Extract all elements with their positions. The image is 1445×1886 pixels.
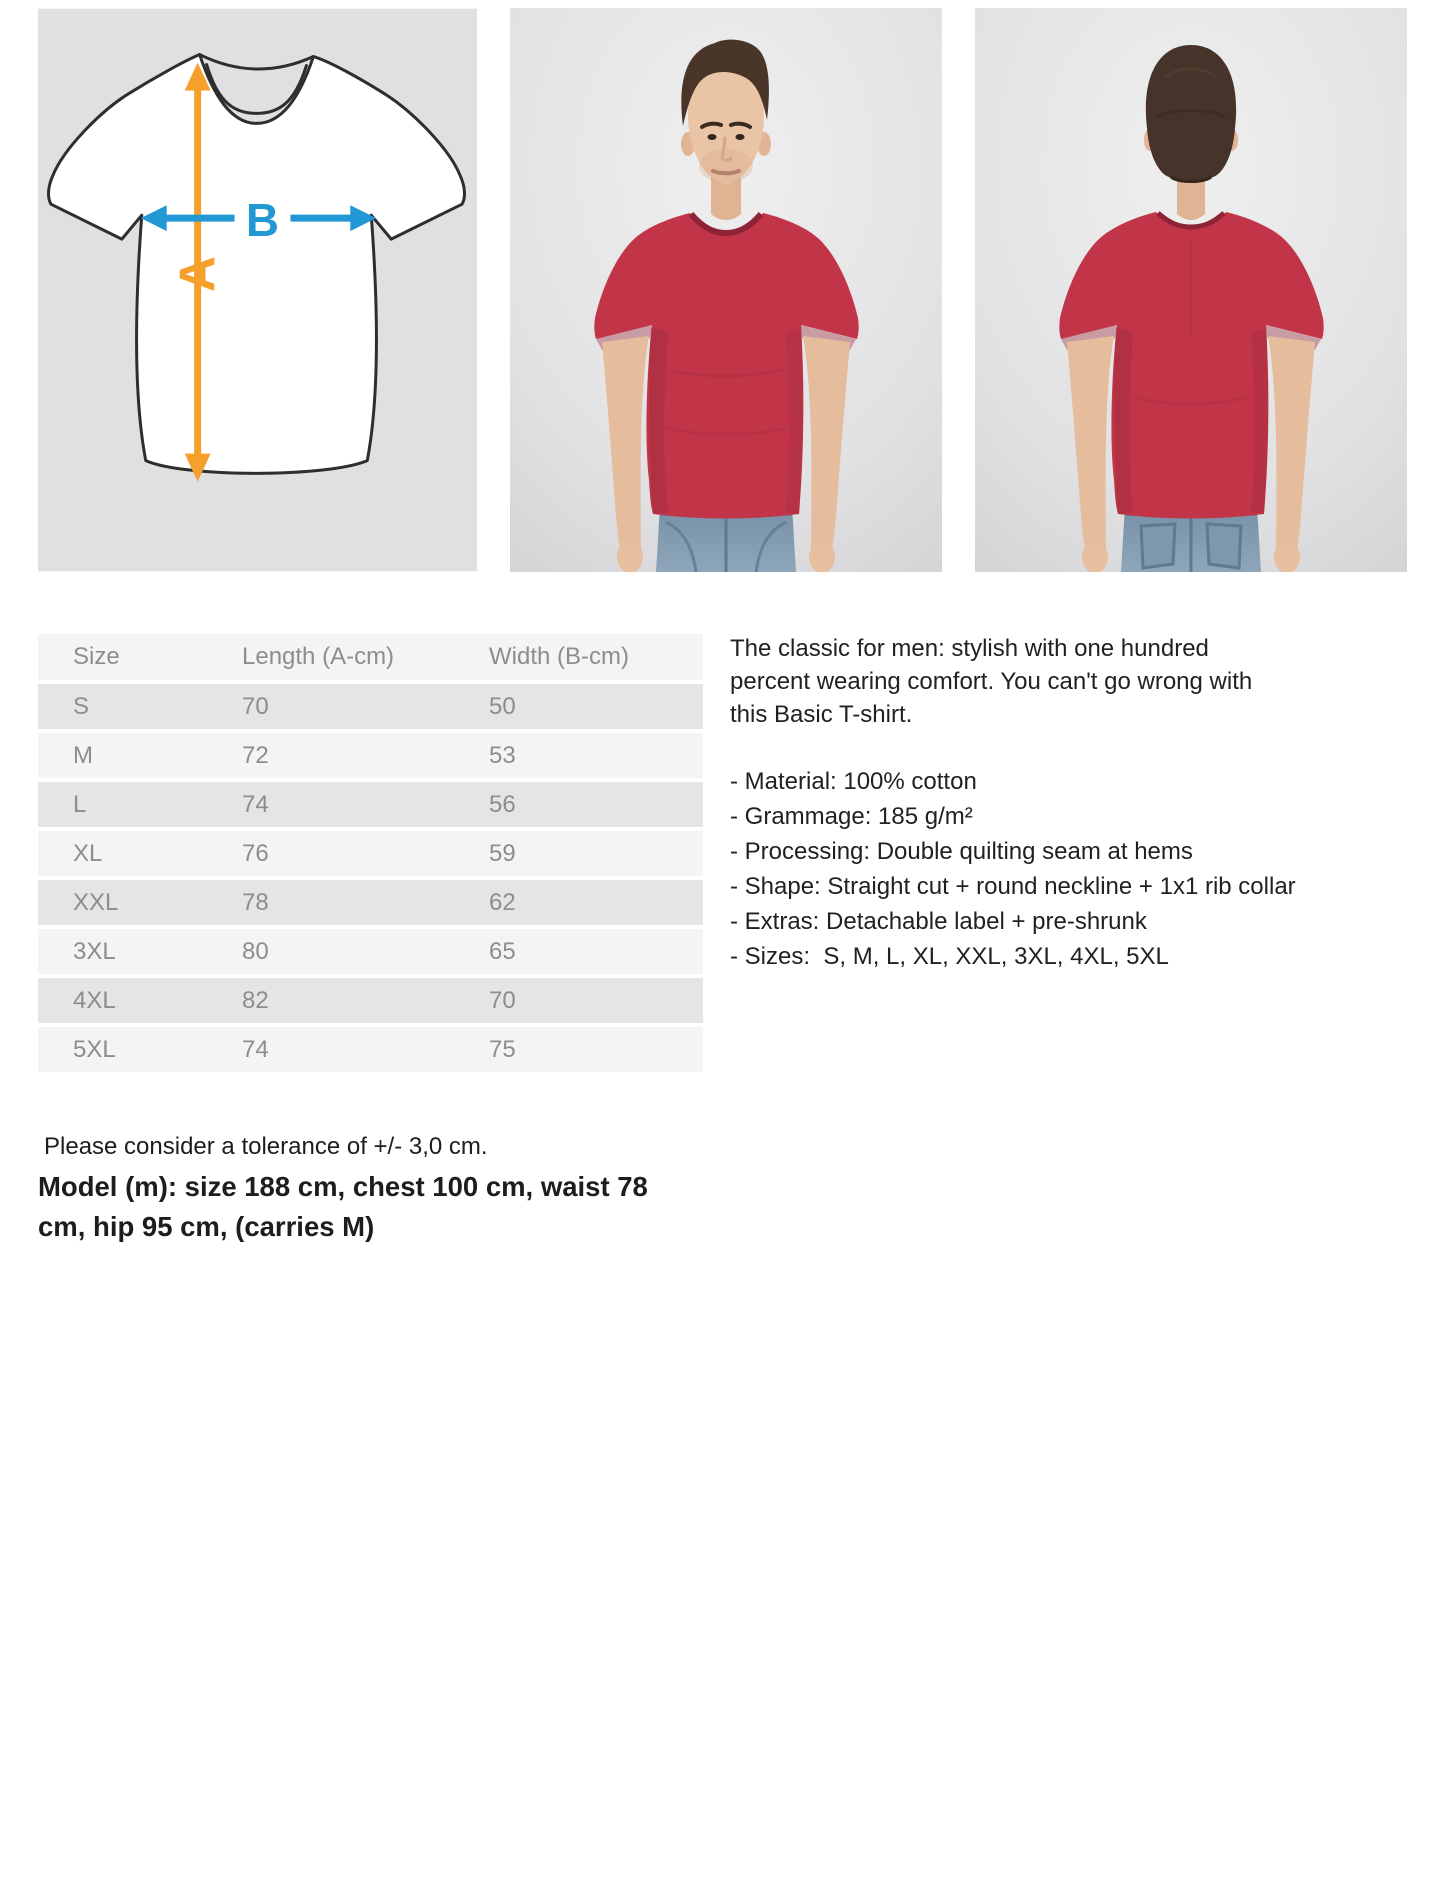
intro-line: The classic for men: stylish with one hundred [730,635,1209,662]
table-row: 5XL 74 75 [38,1027,703,1072]
label-b: B [245,194,280,247]
description-intro [730,632,1407,731]
size-table-header-row [38,634,703,680]
size-table [38,630,703,1076]
table-row: L 74 56 [38,782,703,827]
label-a: A [169,256,226,293]
model-line: Model (m): size 188 cm, chest 100 cm, waist 78 [38,1171,648,1202]
col-header-width: Width (B-cm) [488,634,703,680]
table-row: S 70 50 [38,684,703,729]
table-row: 4XL 82 70 [38,978,703,1023]
model-front-illustration [510,8,942,572]
bullet-grammage: - Grammage: 185 g/m² [730,803,973,830]
product-photo-front [510,8,942,572]
table-row: XL 76 59 [38,831,703,876]
bullet-sizes: - Sizes: S, M, L, XL, XXL, 3XL, 4XL, 5XL [730,943,1169,970]
product-gallery [0,0,1445,572]
bullet-material: - Material: 100% cotton [730,768,977,795]
bullet-extras: - Extras: Detachable label + pre-shrunk [730,908,1147,935]
model-measurements [38,1167,1407,1247]
bullet-processing: - Processing: Double quilting seam at hems [730,838,1193,865]
table-row: 3XL 80 65 [38,929,703,974]
col-header-length: Length (A-cm) [241,634,488,680]
tolerance-note: Please consider a tolerance of +/- 3,0 cm. [44,1133,488,1160]
intro-line: this Basic T-shirt. [730,701,913,728]
model-back-illustration [975,8,1407,572]
intro-line: percent wearing comfort. You can't go wrong with [730,668,1253,695]
table-row: XXL 78 62 [38,880,703,925]
product-description [730,630,1407,974]
size-diagram-illustration [38,8,477,572]
size-info-section [0,572,1445,1076]
col-header-size: Size [38,634,241,680]
table-row: M 72 53 [38,733,703,778]
size-diagram-panel [38,8,477,572]
footnote [0,1076,1445,1247]
model-line: cm, hip 95 cm, (carries M) [38,1211,375,1242]
description-bullets [730,764,1407,974]
product-photo-back [975,8,1407,572]
bullet-shape: - Shape: Straight cut + round neckline + 1x1 rib collar [730,873,1296,900]
